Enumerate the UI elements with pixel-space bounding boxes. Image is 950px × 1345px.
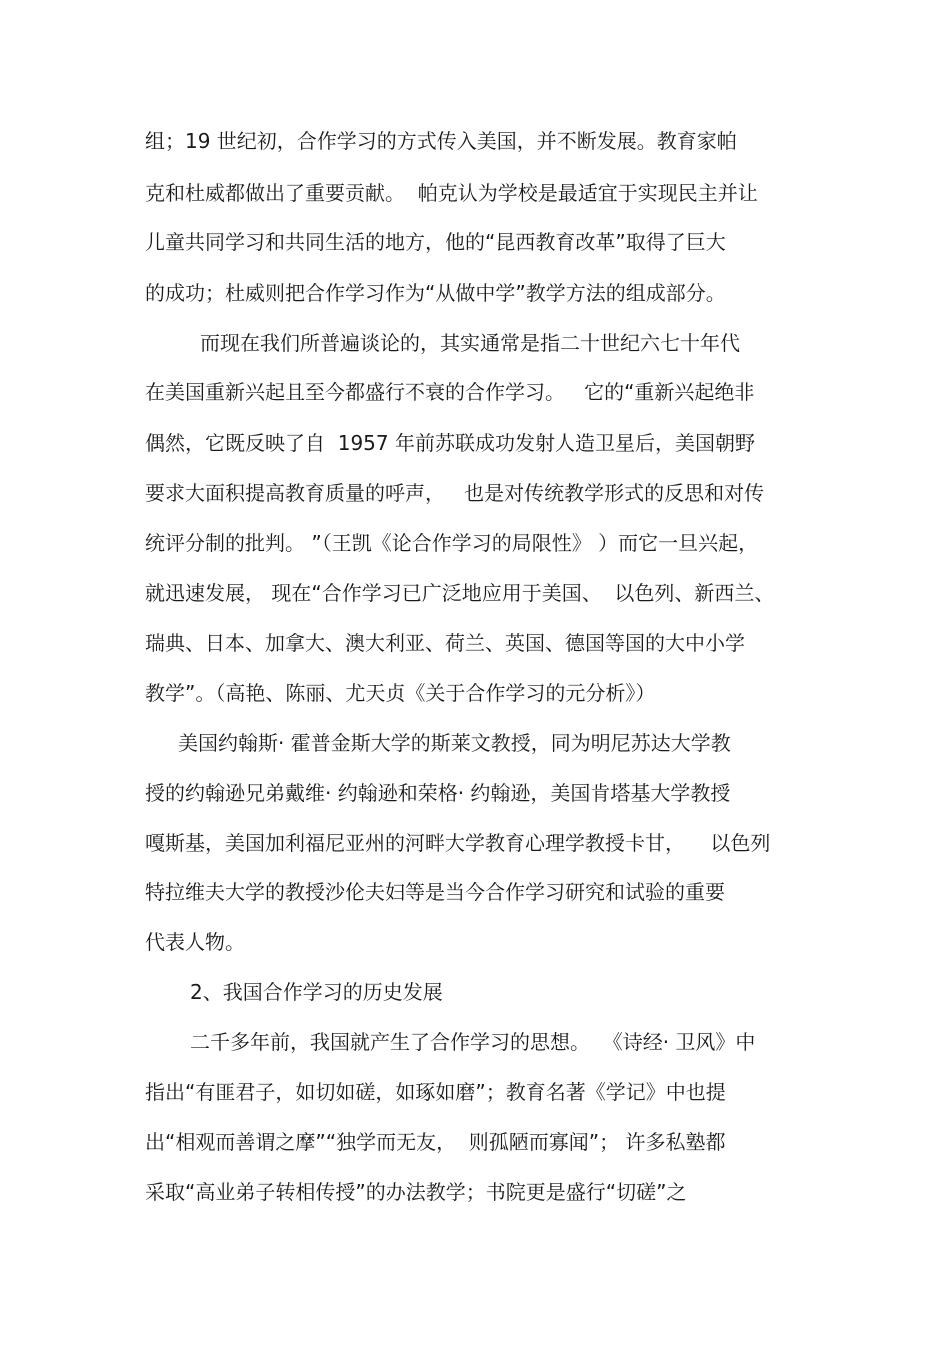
text-line-7: 偶然，它既反映了自 1957 年前苏联成功发射人造卫星后，美国朝野 <box>145 431 755 455</box>
text-line-3: 儿童共同学习和共同生活的地方，他的“昆西教育改革”取得了巨大 <box>145 230 726 254</box>
text-line-5: 而现在我们所普遍谈论的，其实通常是指二十世纪六七十年代 <box>200 331 740 355</box>
text-line-8: 要求大面积提高教育质量的呼声， 也是对传统教学形式的反思和对传 <box>145 481 765 505</box>
text-line-19: 二千多年前，我国就产生了合作学习的思想。 《诗经· 卫风》中 <box>190 1030 756 1054</box>
text-line-4: 的成功；杜威则把合作学习作为“从做中学”教学方法的组成部分。 <box>145 281 726 305</box>
text-line-21: 出“相观而善谓之摩”“独学而无友， 则孤陋而寡闻”； 许多私塾都 <box>145 1130 726 1154</box>
text-line-10: 就迅速发展， 现在“合作学习已广泛地应用于美国、 以色列、新西兰、 <box>145 581 775 605</box>
text-line-14: 授的约翰逊兄弟戴维· 约翰逊和荣格· 约翰逊，美国肯塔基大学教授 <box>145 781 731 805</box>
text-line-16: 特拉维夫大学的教授沙伦夫妇等是当今合作学习研究和试验的重要 <box>145 880 725 904</box>
text-line-17: 代表人物。 <box>145 930 245 954</box>
text-line-20: 指出“有匪君子，如切如磋，如琢如磨”；教育名著《学记》中也提 <box>145 1080 726 1104</box>
text-line-22: 采取“高业弟子转相传授”的办法教学；书院更是盛行“切磋”之 <box>145 1180 687 1204</box>
text-line-13: 美国约翰斯· 霍普金斯大学的斯莱文教授，同为明尼苏达大学教 <box>178 731 731 755</box>
text-line-6: 在美国重新兴起且至今都盛行不衰的合作学习。 它的“重新兴起绝非 <box>145 380 755 404</box>
text-line-1: 组；19 世纪初，合作学习的方式传入美国，并不断发展。教育家帕 <box>145 129 737 153</box>
text-line-11: 瑞典、日本、加拿大、澳大利亚、荷兰、英国、德国等国的大中小学 <box>145 631 745 655</box>
text-line-9: 统评分制的批判。 ”（王凯《论合作学习的局限性》 ）而它一旦兴起， <box>145 531 759 555</box>
section-heading: 2、我国合作学习的历史发展 <box>190 980 443 1004</box>
text-line-2: 克和杜威都做出了重要贡献。 帕克认为学校是最适宜于实现民主并让 <box>145 181 758 205</box>
text-line-12: 教学”。（高艳、陈丽、尤天贞《关于合作学习的元分析》） <box>145 681 656 705</box>
text-line-15: 嘎斯基，美国加利福尼亚州的河畔大学教育心理学教授卡甘， 以色列 <box>145 831 771 855</box>
